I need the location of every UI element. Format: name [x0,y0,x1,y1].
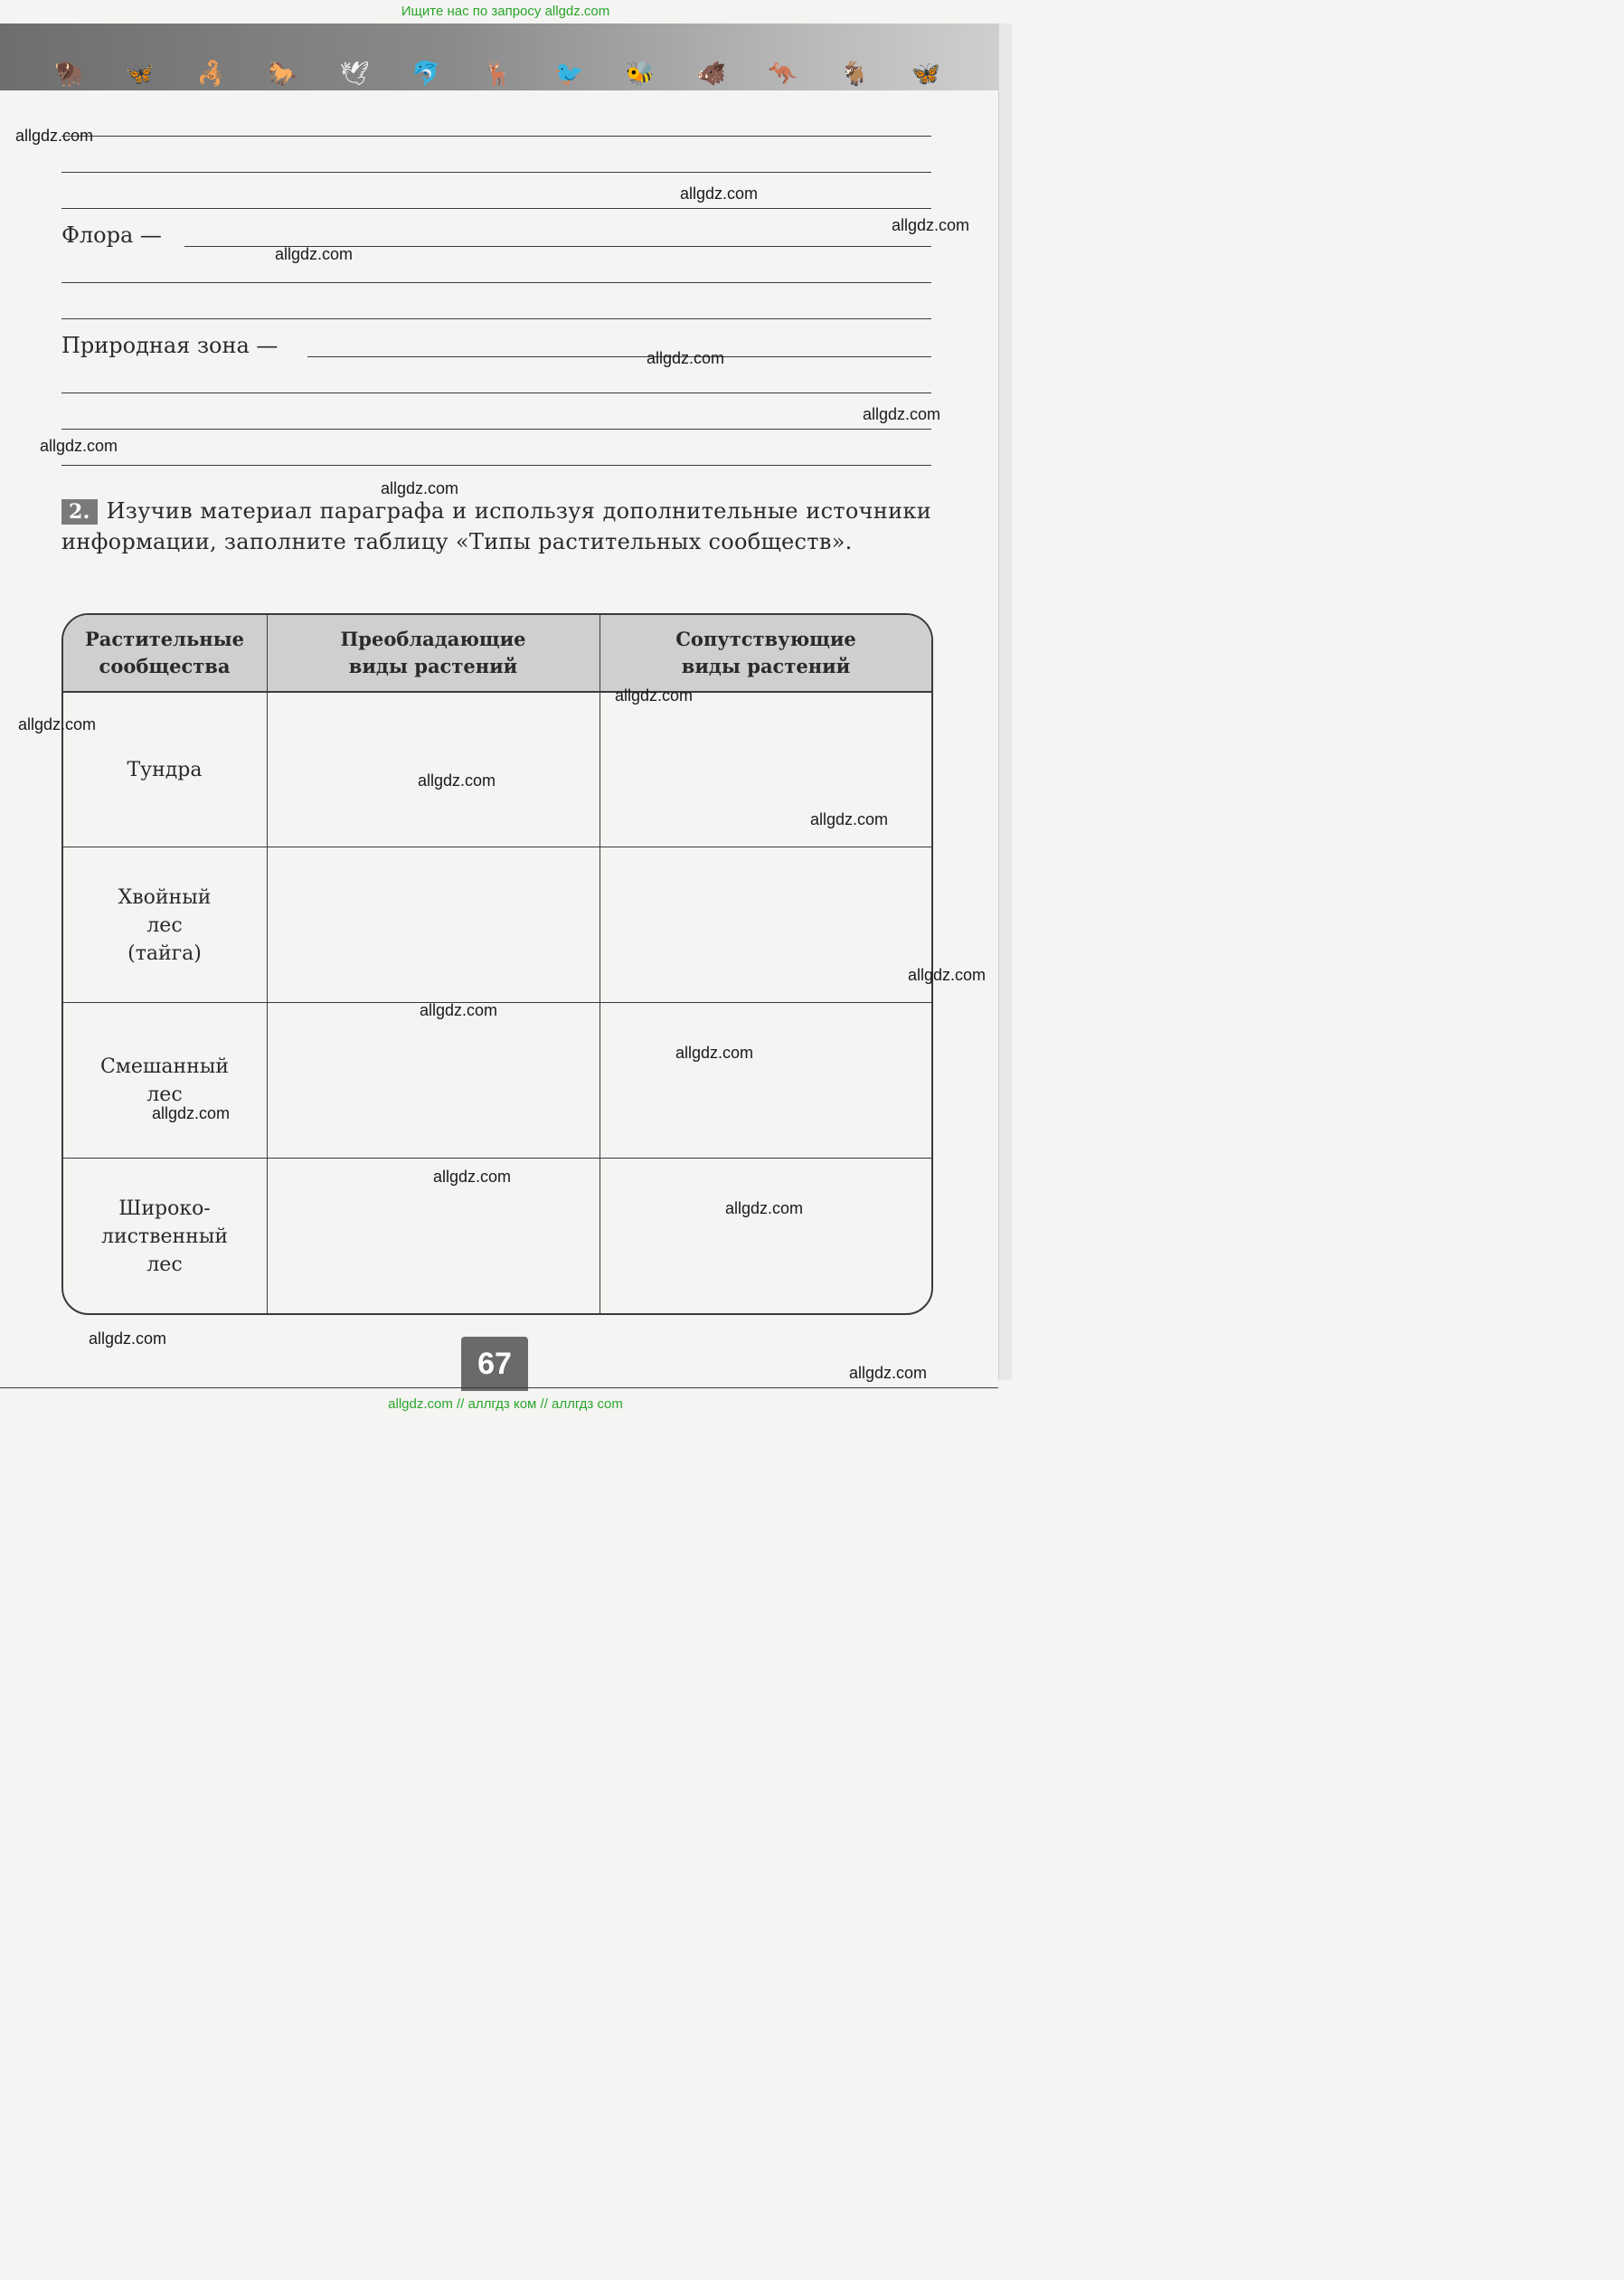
watermark: allgdz.com [908,966,987,984]
cell-tundra-dominant[interactable] [269,693,600,847]
natural-zone-label: Природная зона — [61,333,279,358]
watermark: allgdz.com [381,479,459,497]
watermark: allgdz.com [725,1199,804,1217]
flora-label: Флора — [61,222,162,248]
watermark: allgdz.com [892,216,970,234]
watermark: allgdz.com [433,1168,512,1186]
butterfly-icon: 🦋 [125,61,156,88]
watermark: allgdz.com [420,1001,498,1019]
cell-broadleaf-accompanying[interactable] [601,1159,931,1313]
footer-rule [0,1387,998,1388]
watermark: allgdz.com [849,1364,928,1382]
zone-answer-line[interactable] [307,356,931,357]
cell-taiga-dominant[interactable] [269,848,600,1002]
answer-line[interactable] [61,136,931,137]
ostrich-icon: 🐦 [553,61,584,88]
watermark: allgdz.com [89,1329,167,1348]
watermark: allgdz.com [863,405,941,423]
column-divider [267,615,268,1313]
row-tundra: Тундра [127,758,203,781]
cell-mixed-dominant[interactable] [269,1004,600,1158]
watermark: allgdz.com [647,349,725,367]
header-communities: Растительные сообщества [85,628,244,677]
top-search-note[interactable]: Ищите нас по запросу allgdz.com [401,4,610,19]
bison-icon: 🦬 [54,61,84,88]
boar-icon: 🐗 [696,61,727,88]
row-mixed-forest: Смешанный лес [99,1055,230,1106]
header-accompanying-species: Сопутствующие виды растений [675,628,856,677]
task-2 [61,496,931,557]
task-2-text: Изучив материал параграфа и используя дополнительные источники информации, заполните таблицу «Типы растительных сообществ». [61,498,931,554]
answer-line[interactable] [61,465,931,466]
antelope-icon: 🐐 [839,61,869,88]
header-dominant-species: Преобладающие виды растений [340,628,526,677]
watermark: allgdz.com [675,1044,754,1062]
scorpion-icon: 🦂 [196,61,227,88]
task-number-badge: 2. [61,499,98,525]
page-edge [998,24,1012,1380]
watermark: allgdz.com [275,245,354,263]
page-number: 67 [461,1337,528,1391]
watermark: allgdz.com [18,715,97,733]
watermark: allgdz.com [680,184,759,203]
cell-mixed-accompanying[interactable] [601,1004,931,1158]
answer-line[interactable] [61,282,931,283]
watermark: allgdz.com [810,810,889,828]
watermark: allgdz.com [40,437,118,455]
moth-icon: 🦋 [911,61,940,88]
bee-icon: 🐝 [625,61,656,88]
footer-site-links[interactable]: allgdz.com // аллгдз ком // аллгдз com [388,1396,623,1412]
gazelle-icon: 🦘 [768,61,798,88]
bird-icon: 🕊 [339,61,370,88]
cell-taiga-accompanying[interactable] [601,848,931,1002]
row-broadleaf-forest: Широко- лиственный лес [100,1197,229,1276]
watermark: allgdz.com [152,1104,231,1122]
row-divider [63,1158,931,1159]
answer-line[interactable] [61,318,931,319]
watermark: allgdz.com [615,686,694,705]
answer-line[interactable] [61,208,931,209]
watermark: allgdz.com [15,127,94,145]
dolphin-icon: 🐬 [411,61,441,88]
answer-line[interactable] [61,172,931,173]
animal-silhouettes [54,56,940,92]
watermark: allgdz.com [418,771,496,790]
deer-icon: 🦌 [483,61,513,88]
row-coniferous-forest: Хвойный лес (тайга) [118,885,212,965]
answer-line[interactable] [61,429,931,430]
horse-icon: 🐎 [268,61,298,88]
